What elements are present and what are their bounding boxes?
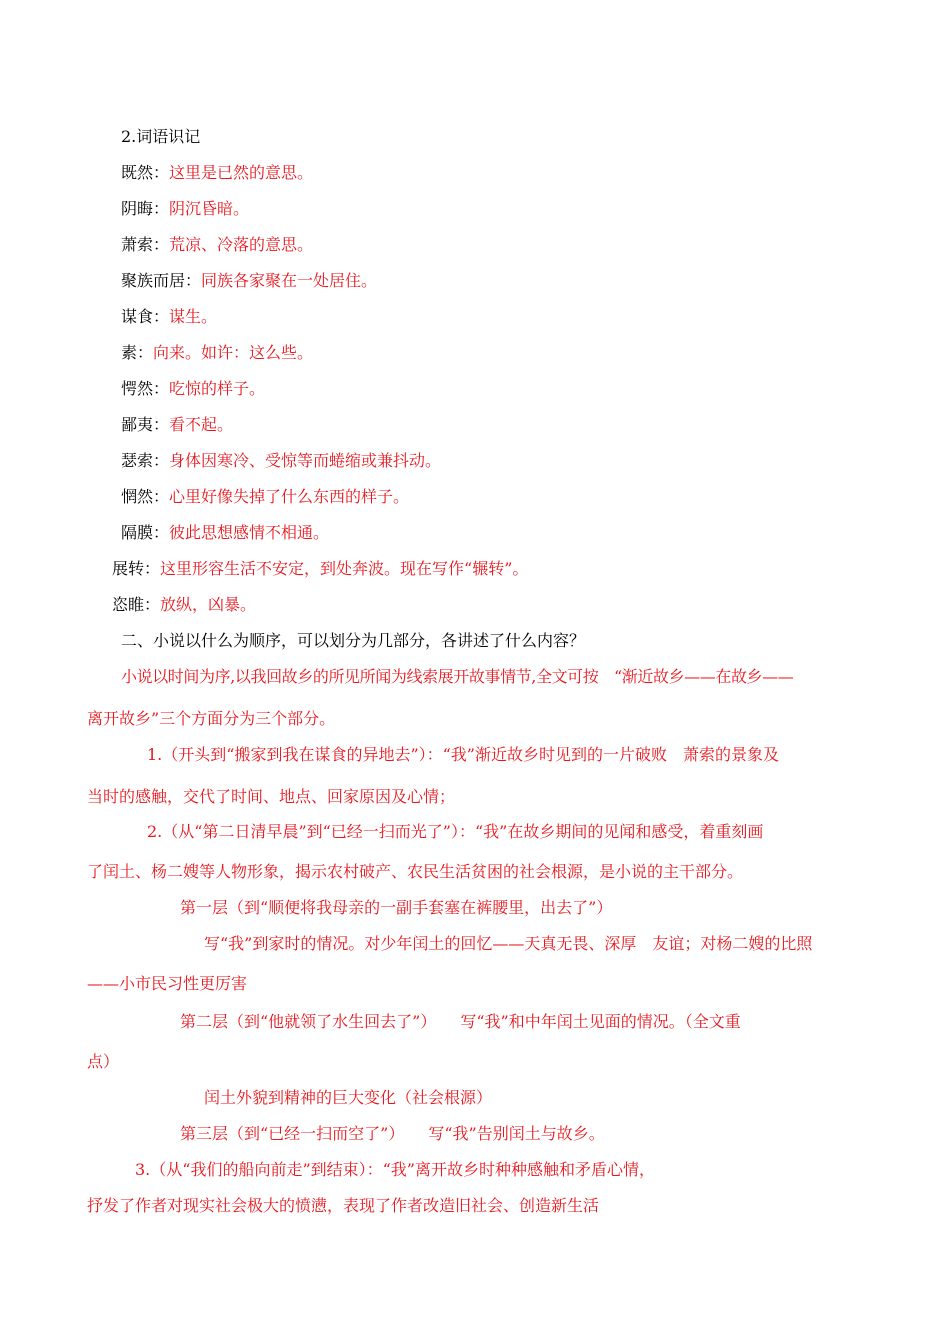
vocab-term: 素： bbox=[121, 343, 154, 362]
vocab-term: 展转： bbox=[112, 559, 161, 578]
vocab-item bbox=[121, 235, 313, 255]
vocab-item bbox=[121, 343, 313, 363]
vocab-definition: 看不起。 bbox=[169, 415, 234, 434]
vocab-item bbox=[121, 523, 329, 543]
vocab-item bbox=[121, 415, 233, 435]
layer-one-desc-cont: ——小市民习性更厉害 bbox=[87, 974, 248, 993]
answer-intro: 小说以时间为序,以我回故乡的所见所闻为线索展开故事情节,全文可按 “渐近故乡——在故乡—— bbox=[121, 667, 794, 686]
part-one-cont: 当时的感触，交代了时间、地点、回家原因及心情； bbox=[87, 787, 456, 806]
vocab-term: 聚族而居： bbox=[121, 271, 202, 290]
part-three: 3.（从“我们的船向前走”到结束）：“我”离开故乡时种种感触和矛盾心情， bbox=[135, 1160, 655, 1179]
vocab-item bbox=[121, 307, 217, 327]
vocab-term: 恣睢： bbox=[112, 595, 161, 614]
part-three-cont: 抒发了作者对现实社会极大的愤懑，表现了作者改造旧社会、创造新生活 bbox=[87, 1196, 600, 1215]
vocab-term: 既然： bbox=[121, 163, 170, 182]
vocab-term: 阴晦： bbox=[121, 199, 170, 218]
layer-one-title: 第一层（到“顺便将我母亲的一副手套塞在裤腰里，出去了”） bbox=[180, 898, 613, 917]
section-heading: 2.词语识记 bbox=[121, 127, 201, 146]
part-two-cont: 了闰土、杨二嫂等人物形象，揭示农村破产、农民生活贫困的社会根源，是小说的主干部分。 bbox=[87, 862, 744, 881]
answer-intro-cont: 离开故乡”三个方面分为三个部分。 bbox=[87, 709, 336, 728]
vocab-item bbox=[121, 379, 265, 399]
vocab-term: 隔膜： bbox=[121, 523, 170, 542]
vocab-term: 瑟索： bbox=[121, 451, 170, 470]
question-heading: 二、小说以什么为顺序，可以划分为几部分，各讲述了什么内容？ bbox=[121, 631, 586, 650]
vocab-item bbox=[112, 595, 256, 615]
part-two: 2.（从“第二日清早晨”到“已经一扫而光了”）：“我”在故乡期间的见闻和感受，着重刻画 bbox=[147, 822, 764, 841]
part-one: 1.（开头到“搬家到我在谋食的异地去”）：“我”渐近故乡时见到的一片破败 萧索的景象及 bbox=[147, 745, 779, 764]
vocab-definition: 吃惊的样子。 bbox=[169, 379, 266, 398]
vocab-definition: 这里形容生活不安定，到处奔波。现在写作“辗转”。 bbox=[160, 559, 529, 578]
vocab-definition: 谋生。 bbox=[169, 307, 218, 326]
vocab-term: 惘然： bbox=[121, 487, 170, 506]
layer-three: 第三层（到“已经一扫而空了”） 写“我”告别闰土与故乡。 bbox=[180, 1124, 605, 1143]
vocab-term: 鄙夷： bbox=[121, 415, 170, 434]
vocab-item bbox=[121, 487, 409, 507]
vocab-definition: 同族各家聚在一处居住。 bbox=[201, 271, 378, 290]
vocab-item bbox=[121, 271, 377, 291]
layer-one-desc: 写“我”到家时的情况。对少年闰土的回忆——天真无畏、深厚 友谊；对杨二嫂的比照 bbox=[204, 934, 813, 953]
vocab-definition: 身体因寒冷、受惊等而蜷缩或兼抖动。 bbox=[169, 451, 442, 470]
vocab-term: 谋食： bbox=[121, 307, 170, 326]
vocab-definition: 向来。如许：这么些。 bbox=[153, 343, 314, 362]
vocab-item bbox=[112, 559, 528, 579]
vocab-definition: 彼此思想感情不相通。 bbox=[169, 523, 330, 542]
layer-two-note: 闰土外貌到精神的巨大变化（社会根源） bbox=[204, 1088, 493, 1107]
vocab-term: 愕然： bbox=[121, 379, 170, 398]
vocab-item bbox=[121, 163, 313, 183]
layer-two: 第二层（到“他就领了水生回去了”） 写“我”和中年闰土见面的情况。（全文重 bbox=[180, 1012, 741, 1031]
vocab-definition: 放纵，凶暴。 bbox=[160, 595, 257, 614]
vocab-term: 萧索： bbox=[121, 235, 170, 254]
vocab-definition: 心里好像失掉了什么东西的样子。 bbox=[169, 487, 410, 506]
vocab-item bbox=[121, 451, 441, 471]
vocab-definition: 这里是已然的意思。 bbox=[169, 163, 314, 182]
vocab-item bbox=[121, 199, 249, 219]
vocab-definition: 阴沉昏暗。 bbox=[169, 199, 250, 218]
layer-two-cont: 点） bbox=[87, 1052, 120, 1071]
vocab-definition: 荒凉、冷落的意思。 bbox=[169, 235, 314, 254]
